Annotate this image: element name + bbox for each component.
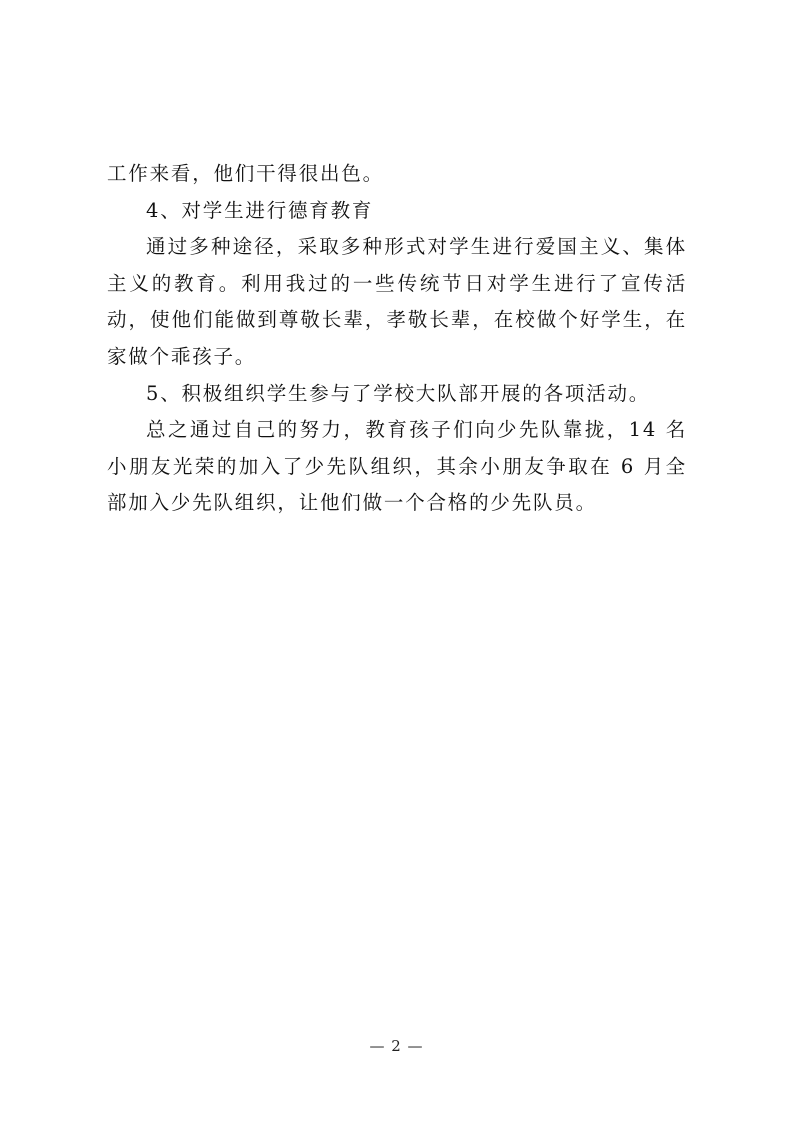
- paragraph-continuation: 工作来看，他们干得很出色。: [107, 162, 384, 185]
- page-number: — 2 —: [369, 1037, 424, 1055]
- paragraph-heading-moral-education: 4、对学生进行德育教育: [146, 198, 374, 222]
- paragraph-activities: 5、积极组织学生参与了学校大队部开展的各项活动。: [146, 381, 651, 405]
- document-body: [107, 156, 687, 522]
- paragraph-moral-education: 通过多种途径，采取多种形式对学生进行爱国主义、集体主义的教育。利用我过的一些传统节日对学生进行了宣传活动，使他们能做到尊敬长辈，孝敬长辈，在校做个好学生，在家做个乖孩子。: [107, 235, 687, 368]
- paragraph-conclusion: 总之通过自己的努力，教育孩子们向少先队靠拢，14 名小朋友光荣的加入了少先队组织，其余小朋友争取在 6 月全部加入少先队组织，让他们做一个合格的少先队员。: [107, 418, 687, 515]
